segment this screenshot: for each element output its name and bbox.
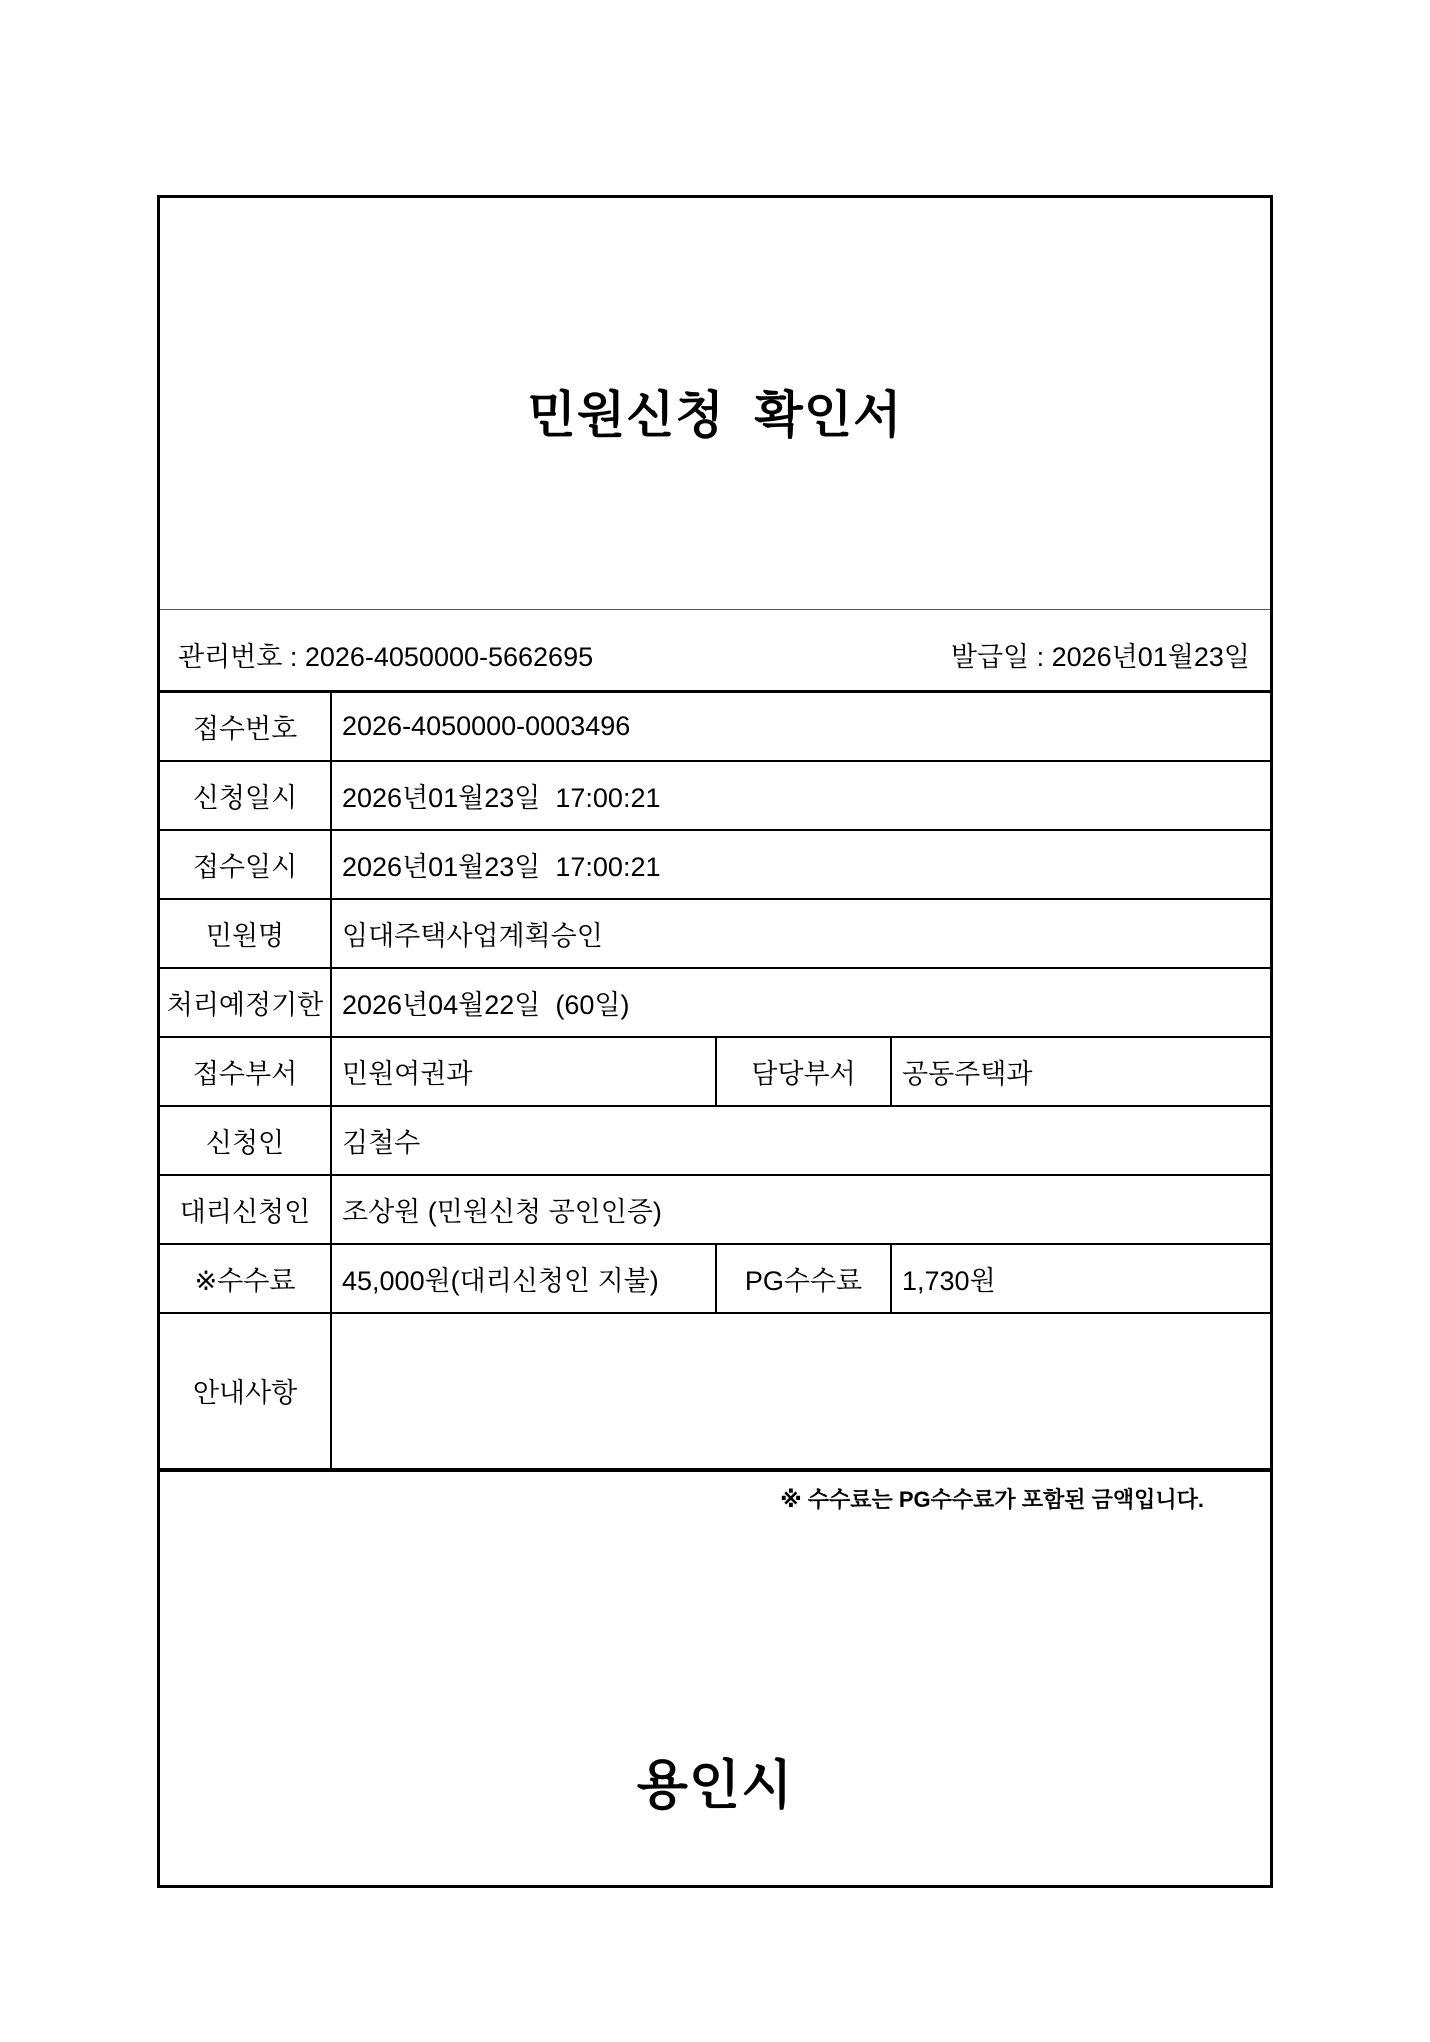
table-row-applicant	[160, 1106, 1270, 1175]
table-row-application-datetime	[160, 761, 1270, 830]
table-row-guidance	[160, 1313, 1270, 1470]
row-value: 김철수	[331, 1106, 1270, 1175]
row-label: 안내사항	[160, 1313, 331, 1470]
table-row-proxy-applicant	[160, 1175, 1270, 1244]
row-label: ※수수료	[160, 1244, 331, 1313]
document-title: 민원신청 확인서	[527, 387, 903, 443]
row-label: 처리예정기한	[160, 968, 331, 1037]
row-label: 신청인	[160, 1106, 331, 1175]
table-row-complaint-name	[160, 899, 1270, 968]
row-value2: 1,730원	[891, 1244, 1270, 1313]
row-label: 신청일시	[160, 761, 331, 830]
info-table	[160, 690, 1270, 1472]
row-label: 대리신청인	[160, 1175, 331, 1244]
meta-row	[160, 610, 1270, 690]
row-label: 접수일시	[160, 830, 331, 899]
row-value2: 공동주택과	[891, 1037, 1270, 1106]
management-number: 관리번호 : 2026-4050000-5662695	[178, 641, 594, 672]
issue-date: 발급일 : 2026년01월23일	[950, 641, 1250, 672]
table-row-receipt-number	[160, 692, 1270, 761]
row-value: 45,000원(대리신청인 지불)	[331, 1244, 716, 1313]
issuer-name: 용인시	[636, 1756, 794, 1815]
row-value: 민원여권과	[331, 1037, 716, 1106]
row-value: 조상원 (민원신청 공인인증)	[331, 1175, 1270, 1244]
row-value: 2026-4050000-0003496	[331, 692, 1270, 761]
table-row-fees	[160, 1244, 1270, 1313]
table-row-receipt-datetime	[160, 830, 1270, 899]
fee-note: ※ 수수료는 PG수수료가 포함된 금액입니다.	[780, 1487, 1204, 1512]
row-value: 임대주택사업계획승인	[331, 899, 1270, 968]
row-label: 접수번호	[160, 692, 331, 761]
row-label2: 담당부서	[716, 1037, 891, 1106]
row-value: 2026년04월22일 (60일)	[331, 968, 1270, 1037]
row-value: 2026년01월23일 17:00:21	[331, 830, 1270, 899]
row-value	[331, 1313, 1270, 1470]
row-label: 민원명	[160, 899, 331, 968]
document-border	[157, 195, 1273, 1888]
row-value: 2026년01월23일 17:00:21	[331, 761, 1270, 830]
table-row-processing-deadline	[160, 968, 1270, 1037]
table-row-departments	[160, 1037, 1270, 1106]
row-label2: PG수수료	[716, 1244, 891, 1313]
row-label: 접수부서	[160, 1037, 331, 1106]
